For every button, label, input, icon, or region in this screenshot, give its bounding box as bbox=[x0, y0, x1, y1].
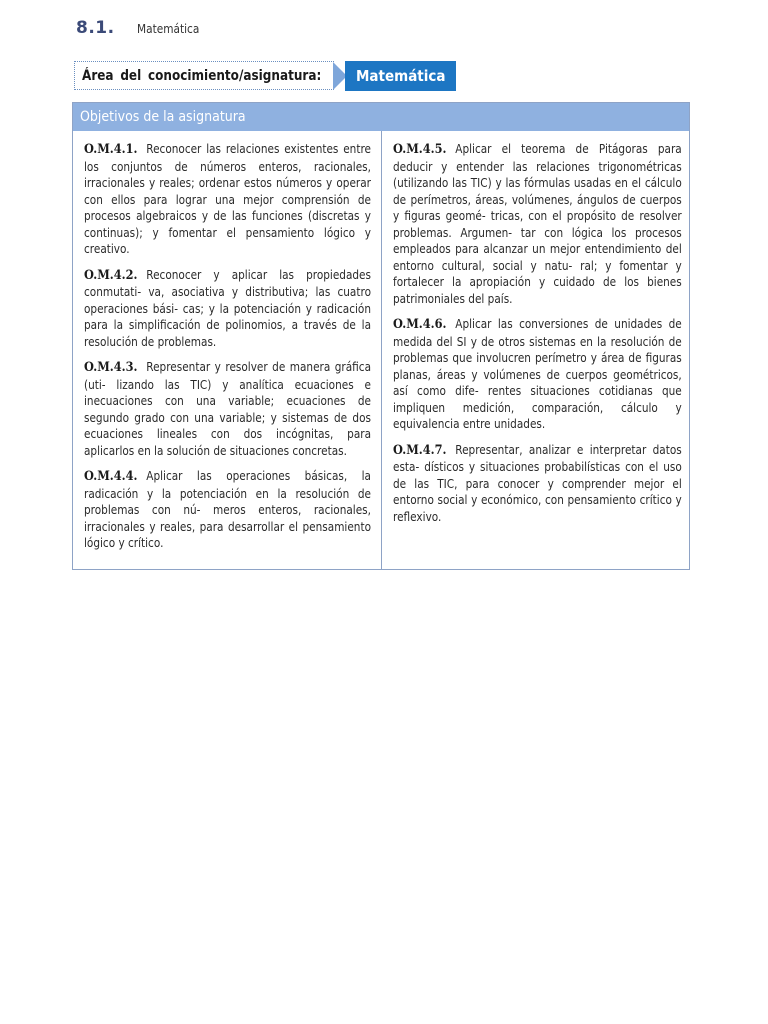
objectives-title-bar bbox=[73, 103, 689, 131]
objective-code: O.M.4.4. bbox=[84, 469, 138, 484]
objective-code: O.M.4.7. bbox=[393, 442, 447, 458]
section-name: Matemática bbox=[136, 22, 199, 36]
area-label-box bbox=[74, 61, 334, 90]
objective-text: Aplicar las operaciones básicas, la radicación y la potenciación en la resolución de problemas con nú- meros enteros, racionales, irracionales y reales, para desarrollar el pensamiento lógico y crítico. bbox=[84, 469, 371, 550]
objective-text: Representar y resolver de manera gráfica (uti- lizando las TIC) y analítica ecuaciones e inecuaciones con una variable; ecuaciones de segundo grado con una variable; y sistemas de dos ecuaciones lineales con dos incógnitas, para aplicarlos en la solución de situaciones concretas. bbox=[84, 360, 371, 458]
objective-item bbox=[393, 442, 682, 526]
objectives-left-column bbox=[73, 131, 382, 569]
objective-item bbox=[84, 267, 371, 351]
objective-text: Reconocer las relaciones existentes entre los conjuntos de números enteros, racionales, irracionales y reales; ordenar estos números y operar con ellos para lograr una mejor comprensión de procesos algebraicos y de las funciones (discretas y continuas); y fomentar el pensamiento lógico y creativo. bbox=[84, 142, 371, 256]
objective-text: Aplicar el teorema de Pitágoras para deducir y entender las relaciones trigonométricas (utilizando las TIC) y las fórmulas usadas en el cálculo de perímetros, áreas, volúmenes, ángulos de cuerpos y figuras geomé- tricas, con el propósito de resolver problemas. Argumen- tar con lógica los procesos empleados para alcanzar un mejor entendimiento del entorno cultural, social y natu- ral; y fomentar y fortalecer la apropiación y cuidado de los bienes patrimoniales del país. bbox=[393, 142, 682, 306]
objective-code: O.M.4.6. bbox=[393, 317, 447, 332]
area-value: Matemática bbox=[355, 67, 446, 85]
page-header bbox=[76, 18, 207, 44]
objective-text: Reconocer y aplicar las propiedades conmutati- va, asociativa y distributiva; las cuatro operaciones bási- cas; y la potenciación y radicación para la simplificación de polinomios, a través de la resolución de problemas. bbox=[84, 267, 371, 349]
section-number: 8.1. bbox=[76, 18, 115, 38]
objective-code: O.M.4.3. bbox=[84, 360, 138, 375]
objective-text: Aplicar las conversiones de unidades de medida del SI y de otros sistemas en la resolución de problemas que involucren perímetro y área de figuras planas, áreas y volúmenes de cuerpos geométricos, así como dife- rentes situaciones cotidianas que impliquen medición, comparación, cálculo y equivalencia entre unidades. bbox=[393, 317, 682, 431]
objectives-title: Objetivos de la asignatura bbox=[80, 109, 246, 125]
objective-item bbox=[393, 316, 682, 433]
objectives-table bbox=[72, 102, 690, 570]
objective-text: Representar, analizar e interpretar datos esta- dísticos y situaciones probabilísticas con el uso de las TIC, para conocer y comprender mejor el entorno social y económico, con pensamiento crítico y reflexivo. bbox=[393, 442, 682, 524]
objectives-right-column bbox=[382, 131, 689, 569]
objective-item bbox=[393, 141, 682, 307]
area-label: Área del conocimiento/asignatura: bbox=[82, 67, 322, 84]
area-value-badge bbox=[345, 61, 456, 91]
objective-code: O.M.4.1. bbox=[84, 142, 138, 157]
objective-item bbox=[84, 141, 371, 258]
objective-code: O.M.4.2. bbox=[84, 267, 138, 283]
objective-item bbox=[84, 468, 371, 552]
objective-item bbox=[84, 359, 371, 459]
objective-code: O.M.4.5. bbox=[393, 142, 447, 157]
